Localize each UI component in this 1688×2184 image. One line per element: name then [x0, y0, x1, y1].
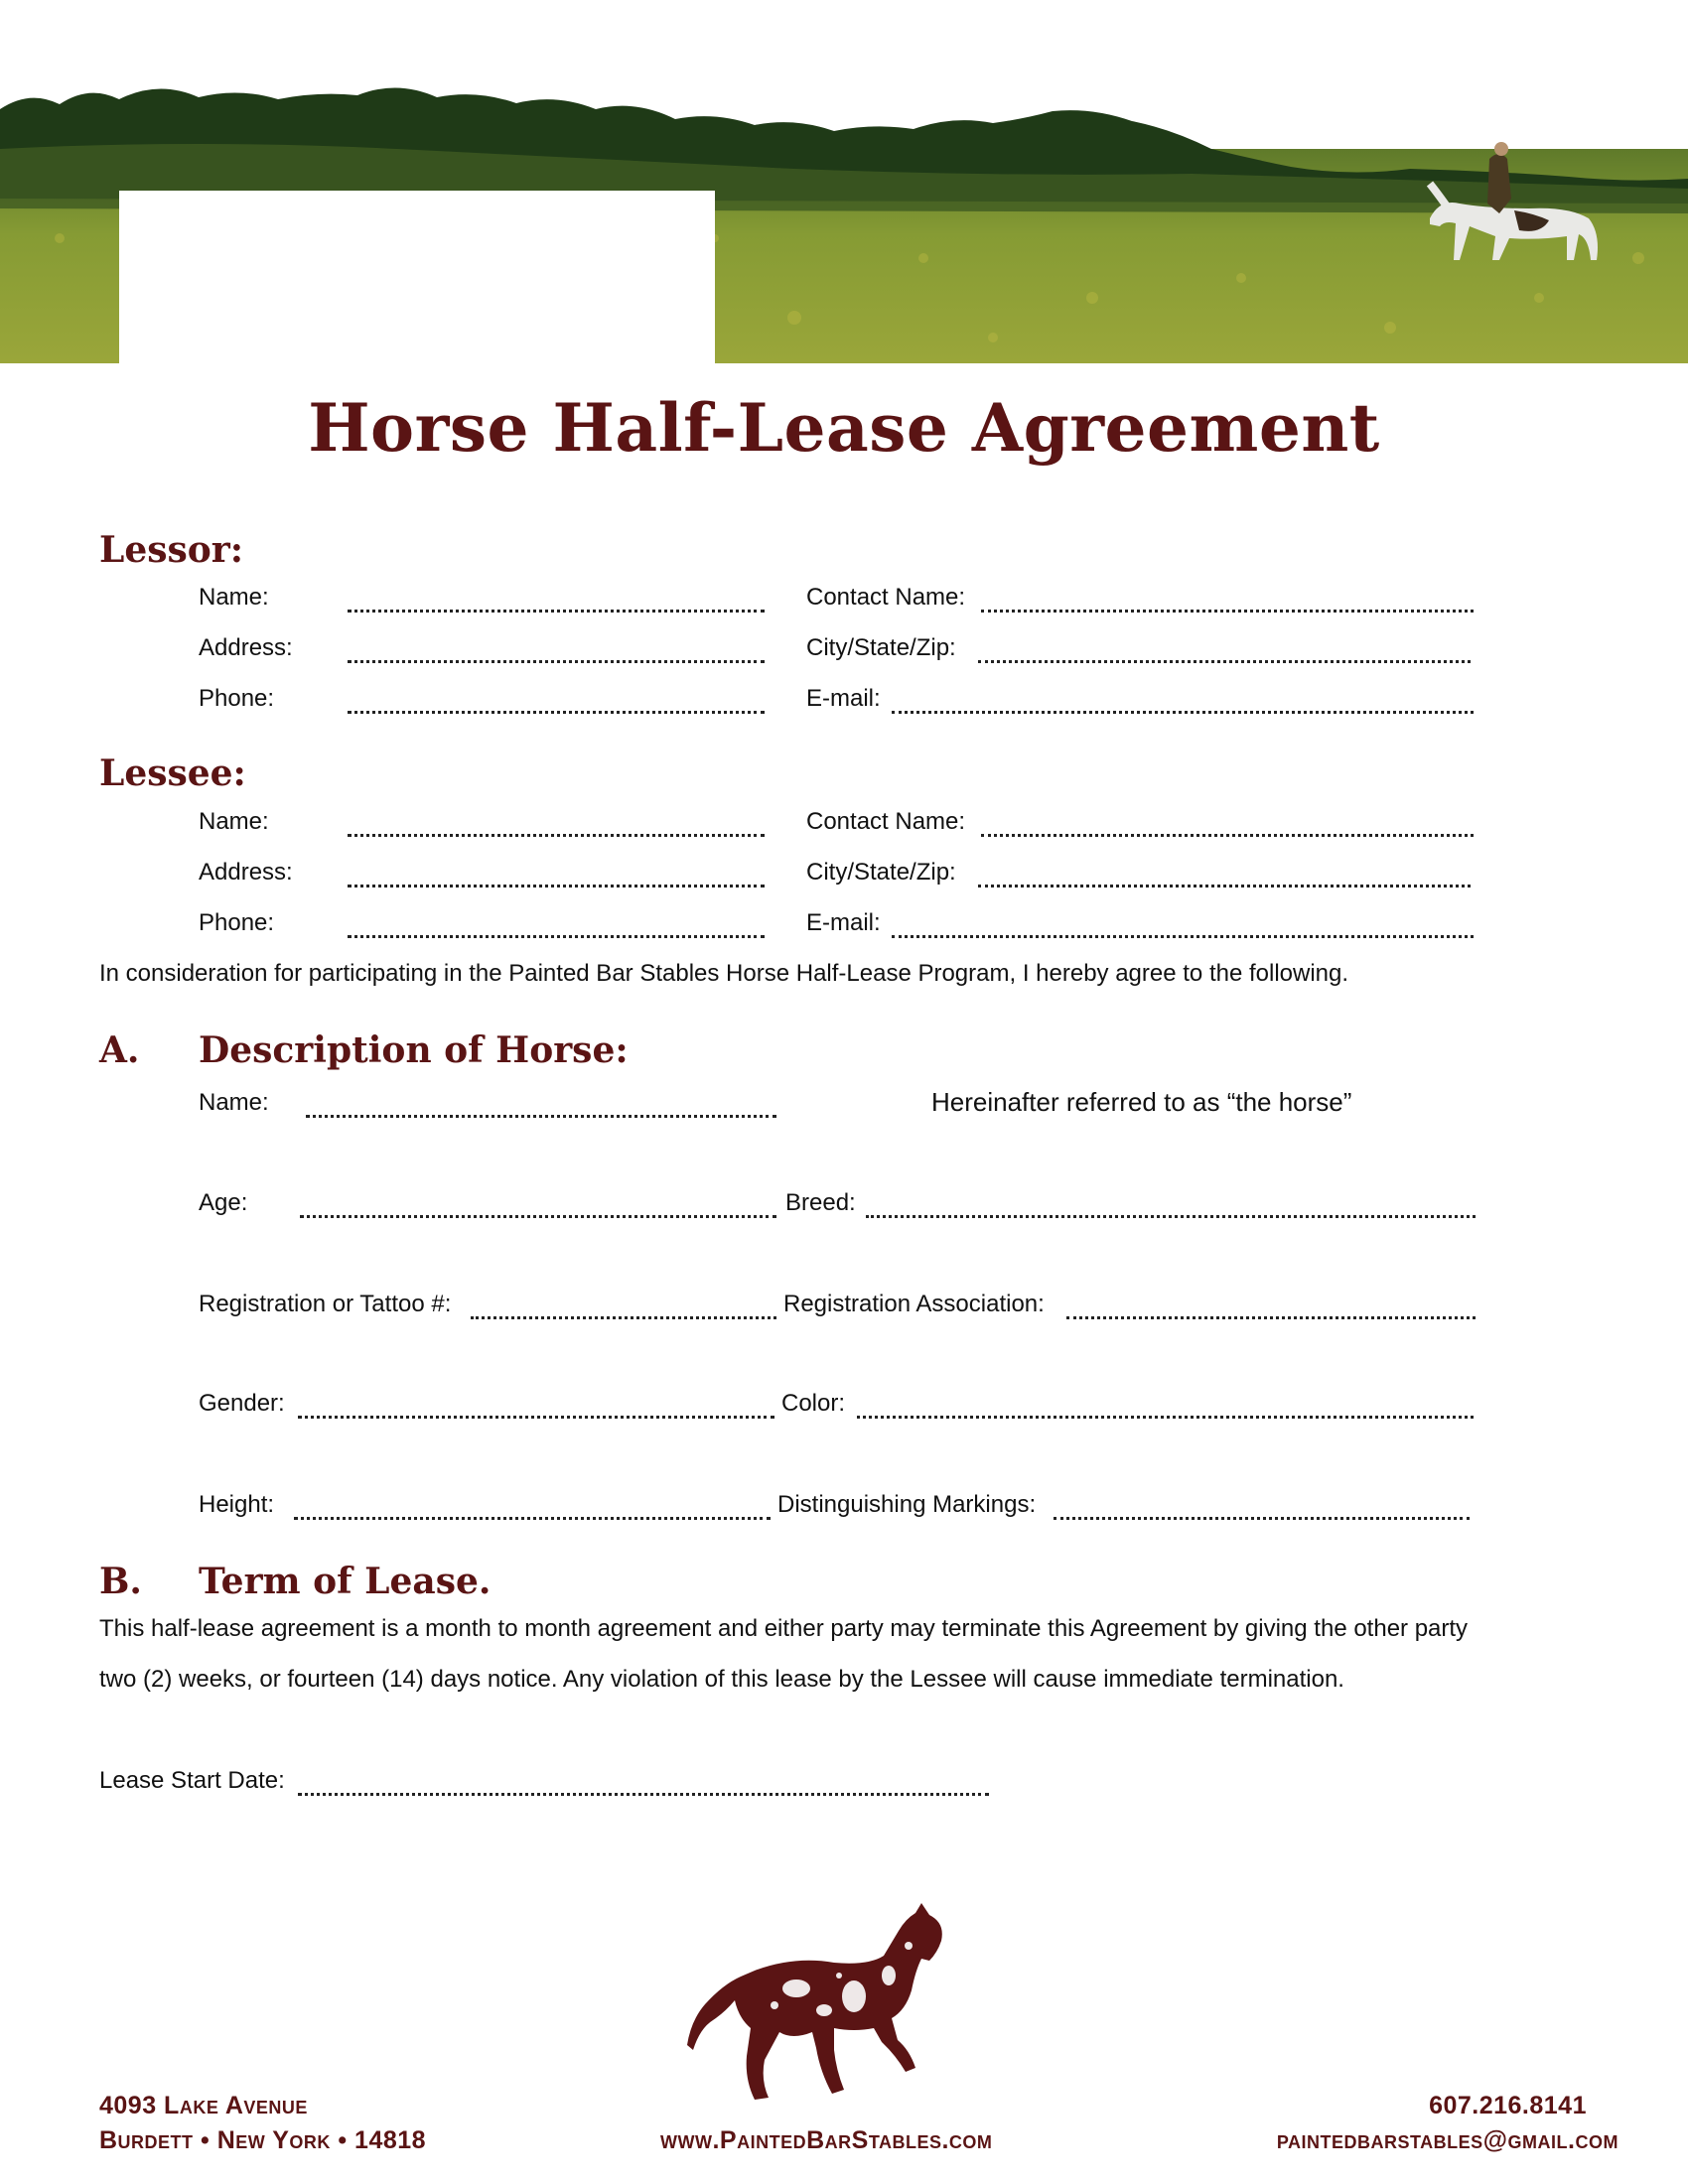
footer-address-line2: Burdett • New York • 14818: [99, 2126, 427, 2154]
term-text-line2: two (2) weeks, or fourteen (14) days notice. Any violation of this lease by the Lessee will cause immediate termination.: [99, 1666, 1344, 1693]
lessor-heading: Lessor:: [99, 529, 244, 571]
footer-email[interactable]: paintedbarstables@gmail.com: [1276, 2126, 1618, 2154]
lessee-phone-field[interactable]: [348, 935, 765, 938]
intro-text: In consideration for participating in the Painted Bar Stables Horse Half-Lease Program, I hereby agree to the following.: [99, 960, 1349, 987]
lessee-name-field[interactable]: [348, 834, 765, 837]
lessee-contact-field[interactable]: [981, 834, 1474, 837]
lessee-contact-label: Contact Name:: [806, 808, 966, 835]
association-field[interactable]: [1066, 1316, 1476, 1319]
lessee-heading: Lessee:: [99, 752, 246, 794]
lessor-name-label: Name:: [199, 584, 269, 611]
association-label: Registration Association:: [783, 1291, 1045, 1317]
registration-label: Registration or Tattoo #:: [199, 1291, 452, 1317]
lessor-email-label: E-mail:: [806, 685, 881, 712]
lessee-address-label: Address:: [199, 859, 293, 886]
markings-field[interactable]: [1054, 1517, 1470, 1520]
horse-height-label: Height:: [199, 1491, 275, 1518]
horse-gender-label: Gender:: [199, 1390, 285, 1417]
field-rider-banner: [0, 0, 1688, 363]
lease-start-field[interactable]: [298, 1793, 989, 1796]
horse-name-label: Name:: [199, 1089, 269, 1116]
lessee-email-label: E-mail:: [806, 909, 881, 936]
lease-start-label: Lease Start Date:: [99, 1767, 285, 1794]
section-b-heading: Term of Lease.: [199, 1561, 492, 1602]
horse-gender-field[interactable]: [298, 1416, 774, 1419]
lessor-phone-label: Phone:: [199, 685, 275, 712]
horse-age-label: Age:: [199, 1189, 248, 1216]
section-a-heading: Description of Horse:: [199, 1029, 629, 1071]
lessee-address-field[interactable]: [348, 885, 765, 887]
lessor-contact-label: Contact Name:: [806, 584, 966, 611]
horse-silhouette-icon: [685, 1901, 949, 2105]
page-title: Horse Half-Lease Agreement: [308, 389, 1380, 467]
hereinafter-note: Hereinafter referred to as “the horse”: [931, 1087, 1352, 1117]
lessee-email-field[interactable]: [892, 935, 1474, 938]
horse-height-field[interactable]: [294, 1517, 771, 1520]
header-banner: [0, 0, 1688, 363]
horse-breed-field[interactable]: [866, 1215, 1476, 1218]
lessor-name-field[interactable]: [348, 610, 765, 613]
horse-age-field[interactable]: [300, 1215, 776, 1218]
horse-name-field[interactable]: [306, 1115, 776, 1118]
horse-breed-label: Breed:: [785, 1189, 856, 1216]
registration-field[interactable]: [471, 1316, 776, 1319]
lessee-city-field[interactable]: [978, 885, 1471, 887]
lessee-phone-label: Phone:: [199, 909, 275, 936]
lessor-address-field[interactable]: [348, 660, 765, 663]
markings-label: Distinguishing Markings:: [777, 1491, 1037, 1518]
section-a-letter: A.: [99, 1029, 140, 1071]
section-b-letter: B.: [99, 1561, 142, 1602]
lessor-city-label: City/State/Zip:: [806, 634, 956, 661]
horse-color-field[interactable]: [857, 1416, 1474, 1419]
lessor-email-field[interactable]: [892, 711, 1474, 714]
lessor-phone-field[interactable]: [348, 711, 765, 714]
lessor-contact-field[interactable]: [981, 610, 1474, 613]
term-text-line1: This half-lease agreement is a month to month agreement and either party may terminate this Agreement by giving the other party: [99, 1615, 1469, 1642]
horse-color-label: Color:: [781, 1390, 846, 1417]
footer-address-line1: 4093 Lake Avenue: [99, 2092, 308, 2119]
lessor-address-label: Address:: [199, 634, 293, 661]
footer-phone: 607.216.8141: [1429, 2092, 1587, 2119]
footer-website[interactable]: www.PaintedBarStables.com: [660, 2126, 993, 2154]
lessee-name-label: Name:: [199, 808, 269, 835]
lessor-city-field[interactable]: [978, 660, 1471, 663]
lessee-city-label: City/State/Zip:: [806, 859, 956, 886]
